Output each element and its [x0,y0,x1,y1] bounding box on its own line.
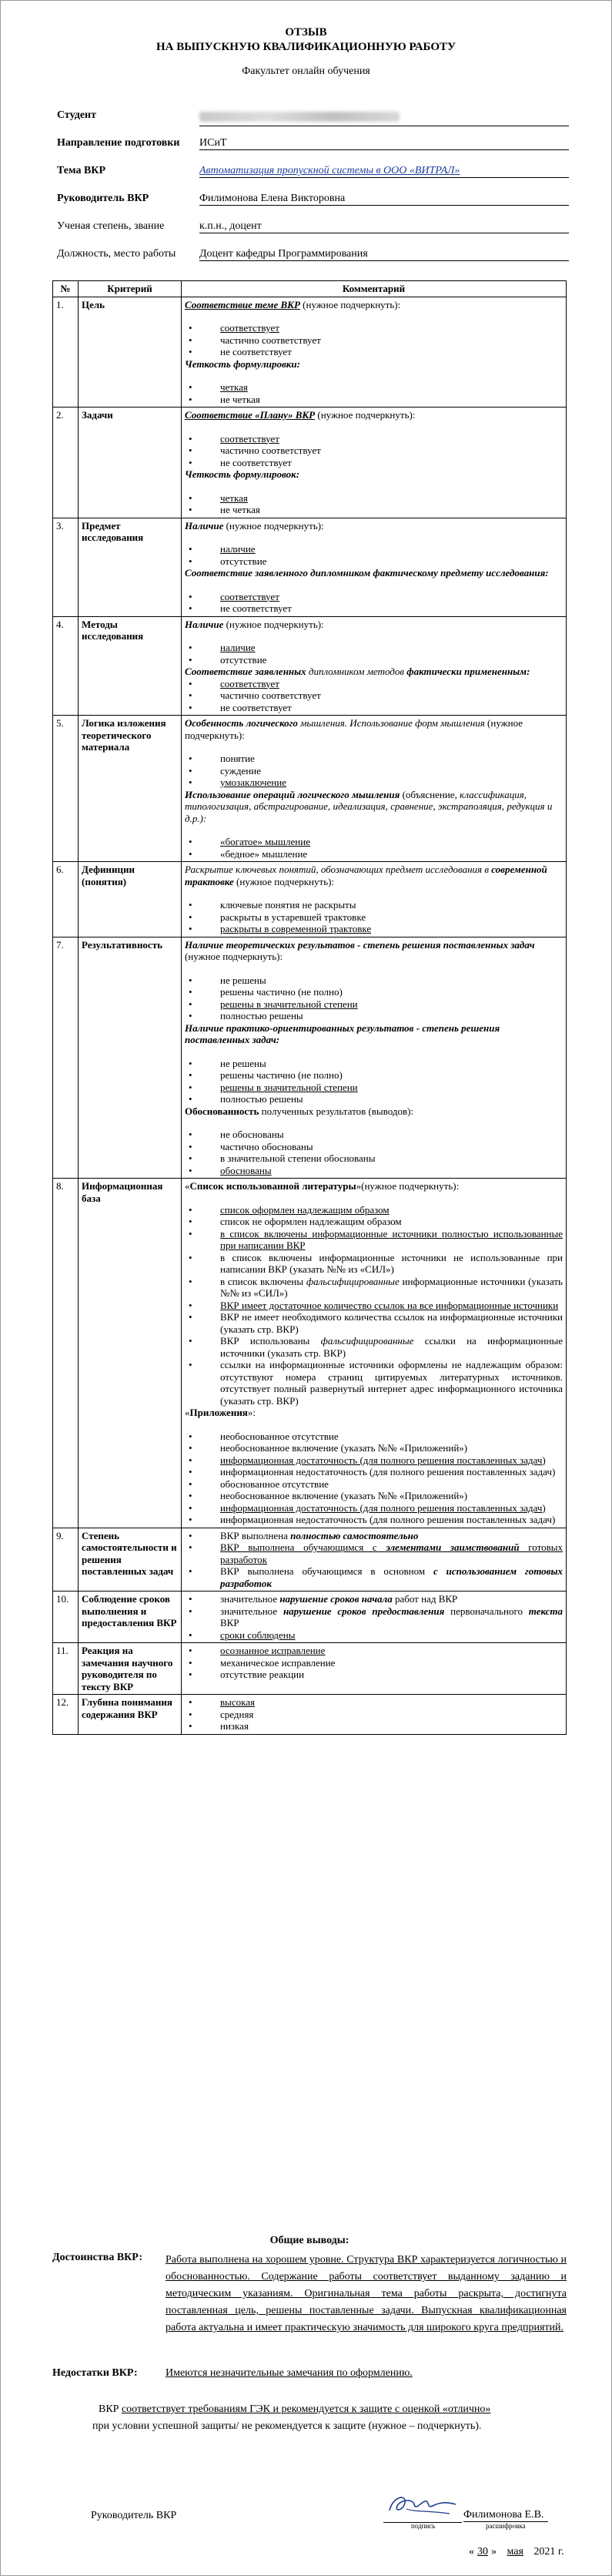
merits-row: Достоинства ВКР: Работа выполнена на хорошем уровне. Структура ВКР характеризуется логичностью и обоснованностью. Содержание работы соответствует выданному заданию и методическим указаниям. Оригинальная тема работы раскрыта, достигнута поставленная цель, решены поставленные задачи. Выпускная квалификационная работа актуальна и имеет практическую значимость для широкого круга предприятий. [52,2252,567,2336]
faculty: Факультет онлайн обучения [242,65,370,77]
signature-image [376,2487,472,2521]
table-row: 3. Предмет исследования Наличие (нужное подчеркнуть): • наличие • отсутствие Соответствие заявленного дипломником фактическому предмету исследования: • соответствует • не соответствует [53,518,567,616]
verdict: ВКР соответствует требованиям ГЭК и рекомендуется к защите с оценкой «отлично» при условии успешной защиты/ не рекомендуется к защите (нужное – подчеркнуть). [92,2403,491,2432]
signature-date: « 30 » мая 2021 г. [469,2546,564,2558]
document-title: ОТЗЫВ НА ВЫПУСКНУЮ КВАЛИФИКАЦИОННУЮ РАБОТУ [156,26,456,53]
table-row: 10. Соблюдение сроков выполнения и предоставления ВКР • значительное нарушение сроков начала работ над ВКР • значительное нарушение сроков предоставления первоначального текста ВКР • сроки соблюдены [53,1592,567,1643]
table-row: 4. Методы исследования Наличие (нужное подчеркнуть): • наличие • отсутствие Соответствие заявленных дипломником методов фактически примененным: • соответствует • частично соответствует • не соответствует [53,616,567,716]
signer-name: Филимонова Е.В. [463,2509,548,2522]
table-row: 9. Степень самостоятельности и решения поставленных задач • ВКР выполнена полностью самостоятельно • ВКР выполнена обучающимся с элементами заимствований готовых разработок • ВКР выполнена обучающимся в основном с использованием готовых разработок [53,1528,567,1592]
conclusions: Общие выводы: [269,2235,349,2246]
student-value-redacted [199,109,569,126]
table-row: 1. Цель Соответствие теме ВКР (нужное подчеркнуть): • соответствует • частично соответствует • не соответствует Четкость формулировки: • четкая • не четкая [53,297,567,408]
merits-text: Работа выполнена на хорошем уровне. Структура ВКР характеризуется логичностью и обоснованностью. Содержание работы соответствует выданному заданию и методическим указаниям. Оригинальная тема работы раскрыта, достигнута поставленная цель, решены поставленные задачи. Выпускная квалификационная работа актуальна и имеет практическую значимость для широкого круга предприятий. [166,2254,567,2333]
flaws-text: Имеются незначительные замечания по оформлению. [166,2367,413,2379]
sign-caption: подпись [411,2522,436,2530]
table-row: 11. Реакция на замечания научного руководителя по тексту ВКР • осознанное исправление • механическое исправление • отсутствие реакции [53,1643,567,1695]
table-row: 12. Глубина понимания содержания ВКР • высокая • средняя • низкая [53,1695,567,1735]
table-header: № Критерий Комментарий [53,281,567,297]
criteria-table [52,280,567,1735]
flaws-row: Недостатки ВКР: Имеются незначительные замечания по оформлению. [52,2367,413,2379]
table-row: 2. Задачи Соответствие «Плану» ВКР (нужное подчеркнуть): • соответствует • частично соответствует • не соответствует Четкость формулировок: • четкая • не четкая [53,408,567,518]
signature-role: Руководитель ВКР [91,2510,177,2521]
name-caption: расшифровка [486,2522,526,2530]
handwritten-signature-icon [376,2487,472,2521]
review-document: ОТЗЫВ НА ВЫПУСКНУЮ КВАЛИФИКАЦИОННУЮ РАБОТУ Факультет онлайн обучения Студент Направление подготовки ИСиТ Тема ВКР Автоматизация пропускной системы в ООО «ВИТРАЛ» Руководитель ВКР Филимонова Елена Викторовна Ученая степень, звание к.п.н., доцент Должность, место работы Доцент кафедры Программирования № Критерий Комментарий 1. Цель Соответствие теме ВКР (нужное подчеркнуть): • соответствует • частично соответствует • не соответствует Четкость формулировки: • четкая • не четкая 2. Задачи Соответствие «Плану» ВКР (нужное подчеркнуть): • соответствует • частично соответствует • не соответствует Четкость формулировок: • четкая • не четкая 3. Предмет исследования Наличие (нужное подчеркнуть): • наличие • отсутствие Соответствие заявленного дипломником фактическому предмету исследования: • соответствует • не соответствует 4. Методы исследования Наличие (нужное подчеркнуть): • наличие • отсутствие Соответствие заявленных дипломником методов фактически примененным: • соответствует • частично соответствует • не соответствует 5. Логика изложения теоретического материала Особенность логического мышления. Использование форм мышления (нужное подчеркнуть): • понятие • суждение • умозаключение Использование операций логического мышления (объяснение, классификация, типологизация, абстрагирование, идеализация, сравнение, экстраполяция, редукция и д.р.): • «богатое» мышление • «бедное» мышление 6. Дефиниции (понятия) Раскрытие ключевых понятий, обозначающих предмет исследования в современной трактовке (нужное подчеркнуть): • ключевые понятия не раскрыты • раскрыты в устаревшей трактовке • раскрыты в современной трактовке 7. Результативность Наличие теоретических результатов - степень решения поставленных задач (нужное подчеркнуть): • не решены • решены частично (не полно) • решены в значительной степени • полностью решены Наличие практико-ориентированных результатов - степень решения поставленных задач: • не решены • решены частично (не полно) • решены в значительной степени • полностью решены Обоснованность полученных результатов (выводов): • не обоснованы • частично обоснованы • в значительной степени обоснованы • обоснованы 8. Информационная база «Список использованной литературы»(нужное подчеркнуть): • список оформлен надлежащим образом • список не оформлен надлежащим образом • в список включены информационные источники полностью использованные при написании ВКР • в список включены информационные источники не использованные при написании ВКР (указать №№ из «СИЛ») • в список включены фальсифицированные информационные источники (указать №№ из «СИЛ») • ВКР имеет достаточное количество ссылок на все информационные источники • ВКР не имеет необходимого количества ссылок на информационные источники (указать стр. ВКР) • ВКР использованы фальсифицированные ссылки на информационные источники (указать стр. ВКР) • ссылки на информационные источники оформлены не надлежащим образом: отсутствуют номера страниц цитируемых литературных источников. отсутствует полный развернутый интернет адрес информационного источника (указать стр. ВКР) «Приложения»: • необоснованное отсутствие • необоснованное включение (указать №№ «Приложений») • информационная достаточность (для полного решения поставленных задач) • информационная недостаточность (для полного решения поставленных задач) • обоснованное отсутствие • необоснованное включение (указать №№ «Приложений») • информационная достаточность (для полного решения поставленных задач) • информационная недостаточность (для полного решения поставленных задач) 9. Степень самостоятельности и решения поставленных задач • ВКР выполнена полностью самостоятельно • ВКР выполнена обучающимся с элементами заимствований готовых разработок • ВКР выполнена обучающимся в основном с использованием готовых разработок 10. Соблюдение сроков выполнения и предоставления ВКР • значительное нарушение сроков начала работ над ВКР • значительное нарушение сроков предоставления первоначального текста ВКР • сроки соблюдены 11. Реакция на замечания научного руководителя по тексту ВКР • осознанное исправление • механическое исправление • отсутствие реакции 12. Глубина понимания содержания ВКР • высокая • средняя • низкая Общие выводы: Достоинства ВКР: Работа выполнена на хорошем уровне. Структура ВКР характеризуется логичностью и обоснованностью. Содержание работы соответствует выданному заданию и методическим указаниям. Оригинальная тема работы раскрыта, достигнута поставленная цель, решены поставленные задачи. Выпускная квалификационная работа актуальна и имеет практическую значимость для широкого круга предприятий. Недостатки ВКР: Имеются незначительные замечания по оформлению. ВКР соответствует требованиям ГЭК и рекомендуется к защите с оценкой «отлично» при условии успешной защиты/ не рекомендуется к защите (нужное – подчеркнуть). Руководитель ВКР подпись Филимонова Е.В. расшифровка « 30 » мая 2021 г. [0,0,612,2576]
table-row: 5. Логика изложения теоретического материала Особенность логического мышления. Использование форм мышления (нужное подчеркнуть): • понятие • суждение • умозаключение Использование операций логического мышления (объяснение, классификация, типологизация, абстрагирование, идеализация, сравнение, экстраполяция, редукция и д.р.): • «богатое» мышление • «бедное» мышление [53,716,567,862]
redacted-name [199,112,400,122]
table-row: 6. Дефиниции (понятия) Раскрытие ключевых понятий, обозначающих предмет исследования в современной трактовке (нужное подчеркнуть): • ключевые понятия не раскрыты • раскрыты в устаревшей трактовке • раскрыты в современной трактовке [53,862,567,937]
table-row: 7. Результативность Наличие теоретических результатов - степень решения поставленных задач (нужное подчеркнуть): • не решены • решены частично (не полно) • решены в значительной степени • полностью решены Наличие практико-ориентированных результатов - степень решения поставленных задач: • не решены • решены частично (не полно) • решены в значительной степени • полностью решены Обоснованность полученных результатов (выводов): • не обоснованы • частично обоснованы • в значительной степени обоснованы • обоснованы [53,937,567,1179]
table-row: 8. Информационная база «Список использованной литературы»(нужное подчеркнуть): • список оформлен надлежащим образом • список не оформлен надлежащим образом • в список включены информационные источники полностью использованные при написании ВКР • в список включены информационные источники не использованные при написании ВКР (указать №№ из «СИЛ») • в список включены фальсифицированные информационные источники (указать №№ из «СИЛ») • ВКР имеет достаточное количество ссылок на все информационные источники • ВКР не имеет необходимого количества ссылок на информационные источники (указать стр. ВКР) • ВКР использованы фальсифицированные ссылки на информационные источники (указать стр. ВКР) • ссылки на информационные источники оформлены не надлежащим образом: отсутствуют номера страниц цитируемых литературных источников. отсутствует полный развернутый интернет адрес информационного источника (указать стр. ВКР) «Приложения»: • необоснованное отсутствие • необоснованное включение (указать №№ «Приложений») • информационная достаточность (для полного решения поставленных задач) • информационная недостаточность (для полного решения поставленных задач) • обоснованное отсутствие • необоснованное включение (указать №№ «Приложений») • информационная достаточность (для полного решения поставленных задач) • информационная недостаточность (для полного решения поставленных задач) [53,1179,567,1528]
